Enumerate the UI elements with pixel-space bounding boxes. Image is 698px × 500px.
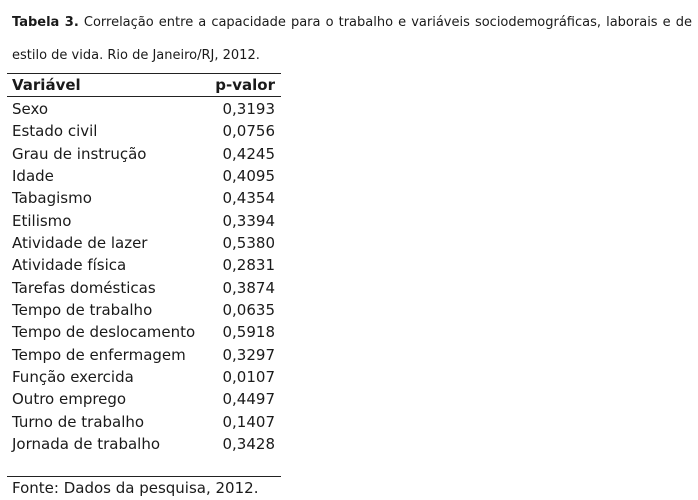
table-row [7,210,281,232]
table-row [7,120,281,142]
variable-cell: Jornada de trabalho [12,435,161,454]
table-row [7,143,281,165]
p-value-cell: 0,0756 [222,122,275,141]
p-value-cell: 0,3874 [222,278,275,297]
table-row [7,321,281,343]
p-value-cell: 0,4497 [222,390,275,409]
table-row [7,344,281,366]
table-row [7,254,281,276]
variable-cell: Tempo de trabalho [12,301,153,320]
table-row [7,187,281,209]
table-row [7,165,281,187]
table-row [7,299,281,321]
table-row [7,411,281,433]
caption-label: Tabela 3. [12,15,79,30]
table-row [7,433,281,455]
p-value-cell: 0,3428 [222,435,275,454]
caption-text: Correlação entre a capacidade para o trabalho e variáveis sociodemográficas, laborais e de estilo de vida. Rio de Janeiro/RJ, 2012. [12,15,692,63]
p-value-cell: 0,3297 [222,345,275,364]
p-value-cell: 0,4354 [222,189,275,208]
p-value-cell: 0,2831 [222,256,275,275]
header-p-value: p-valor [215,76,275,94]
table-row [7,277,281,299]
table-row [7,232,281,254]
variable-cell: Turno de trabalho [12,412,145,431]
table-body [7,97,281,455]
table-header [7,74,281,96]
p-value-cell: 0,1407 [222,412,275,431]
bottom-rule [7,476,281,477]
variable-cell: Sexo [12,100,49,119]
data-table [7,73,281,455]
p-value-cell: 0,5380 [222,234,275,253]
variable-cell: Função exercida [12,368,134,387]
variable-cell: Idade [12,167,54,186]
variable-cell: Tarefas domésticas [12,278,156,297]
p-value-cell: 0,0635 [222,301,275,320]
p-value-cell: 0,3193 [222,100,275,119]
variable-cell: Atividade de lazer [12,234,148,253]
variable-cell: Estado civil [12,122,98,141]
header-variable: Variável [12,76,81,94]
p-value-cell: 0,5918 [222,323,275,342]
variable-cell: Etilismo [12,211,72,230]
table-row [7,388,281,410]
p-value-cell: 0,0107 [222,368,275,387]
p-value-cell: 0,4245 [222,144,275,163]
variable-cell: Outro emprego [12,390,127,409]
source-note: Fonte: Dados da pesquisa, 2012. [12,479,259,497]
variable-cell: Tempo de enfermagem [12,345,186,364]
variable-cell: Tabagismo [12,189,92,208]
table-row [7,366,281,388]
table-caption [12,6,692,72]
variable-cell: Tempo de deslocamento [12,323,196,342]
variable-cell: Atividade física [12,256,127,275]
table-row [7,98,281,120]
variable-cell: Grau de instrução [12,144,147,163]
p-value-cell: 0,4095 [222,167,275,186]
p-value-cell: 0,3394 [222,211,275,230]
